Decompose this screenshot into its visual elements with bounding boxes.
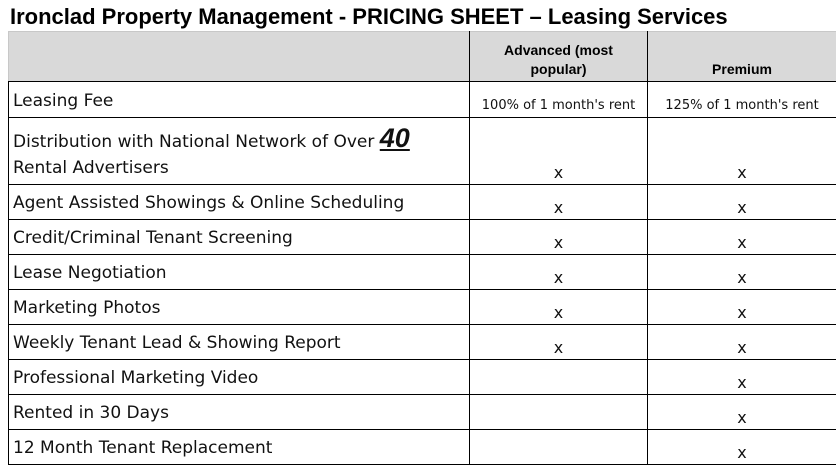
table-row: [9, 118, 836, 185]
table-row: [9, 360, 836, 395]
feature-cell: Credit/Criminal Tenant Screening: [9, 220, 470, 255]
advanced-fee-cell: 100% of 1 month's rent: [470, 82, 648, 118]
advanced-check-cell: x: [470, 325, 648, 360]
feature-cell: Weekly Tenant Lead & Showing Report: [9, 325, 470, 360]
premium-check-cell: x: [648, 395, 836, 430]
advanced-check-cell: x: [470, 290, 648, 325]
feature-cell: Leasing Fee: [9, 82, 470, 118]
table-row: [9, 220, 836, 255]
advanced-check-cell: x: [470, 185, 648, 220]
table-row: [9, 430, 836, 465]
advanced-check-cell: [470, 360, 648, 395]
premium-check-cell: x: [648, 360, 836, 395]
premium-check-cell: x: [648, 290, 836, 325]
table-row: [9, 255, 836, 290]
feature-cell: Lease Negotiation: [9, 255, 470, 290]
feature-text: Distribution with National Network of Over: [13, 132, 374, 152]
premium-check-cell: x: [648, 185, 836, 220]
feature-cell: 12 Month Tenant Replacement: [9, 430, 470, 465]
premium-check-cell: x: [648, 220, 836, 255]
premium-fee-cell: 125% of 1 month's rent: [648, 82, 836, 118]
feature-cell: [9, 118, 470, 185]
pricing-table: [8, 31, 836, 465]
advanced-check-cell: [470, 430, 648, 465]
feature-text: Rental Advertisers: [13, 158, 169, 178]
premium-check-cell: x: [648, 430, 836, 465]
table-row: [9, 82, 836, 118]
advanced-check-cell: x: [470, 220, 648, 255]
advanced-check-cell: [470, 395, 648, 430]
table-row: [9, 185, 836, 220]
table-row: [9, 325, 836, 360]
page-title: Ironclad Property Management - PRICING SHEET – Leasing Services: [10, 2, 728, 32]
feature-cell: Professional Marketing Video: [9, 360, 470, 395]
header-premium: Premium: [648, 32, 836, 82]
advanced-check-cell: x: [470, 118, 648, 185]
feature-cell: Rented in 30 Days: [9, 395, 470, 430]
premium-check-cell: x: [648, 255, 836, 290]
table-row: [9, 290, 836, 325]
header-advanced: Advanced (most popular): [470, 32, 648, 82]
header-row: [9, 32, 836, 82]
feature-cell: Marketing Photos: [9, 290, 470, 325]
table-row: [9, 395, 836, 430]
premium-check-cell: x: [648, 118, 836, 185]
advanced-check-cell: x: [470, 255, 648, 290]
emphasis-number: 40: [380, 123, 410, 153]
header-feature-cell: [9, 32, 470, 82]
premium-check-cell: x: [648, 325, 836, 360]
feature-cell: Agent Assisted Showings & Online Scheduling: [9, 185, 470, 220]
